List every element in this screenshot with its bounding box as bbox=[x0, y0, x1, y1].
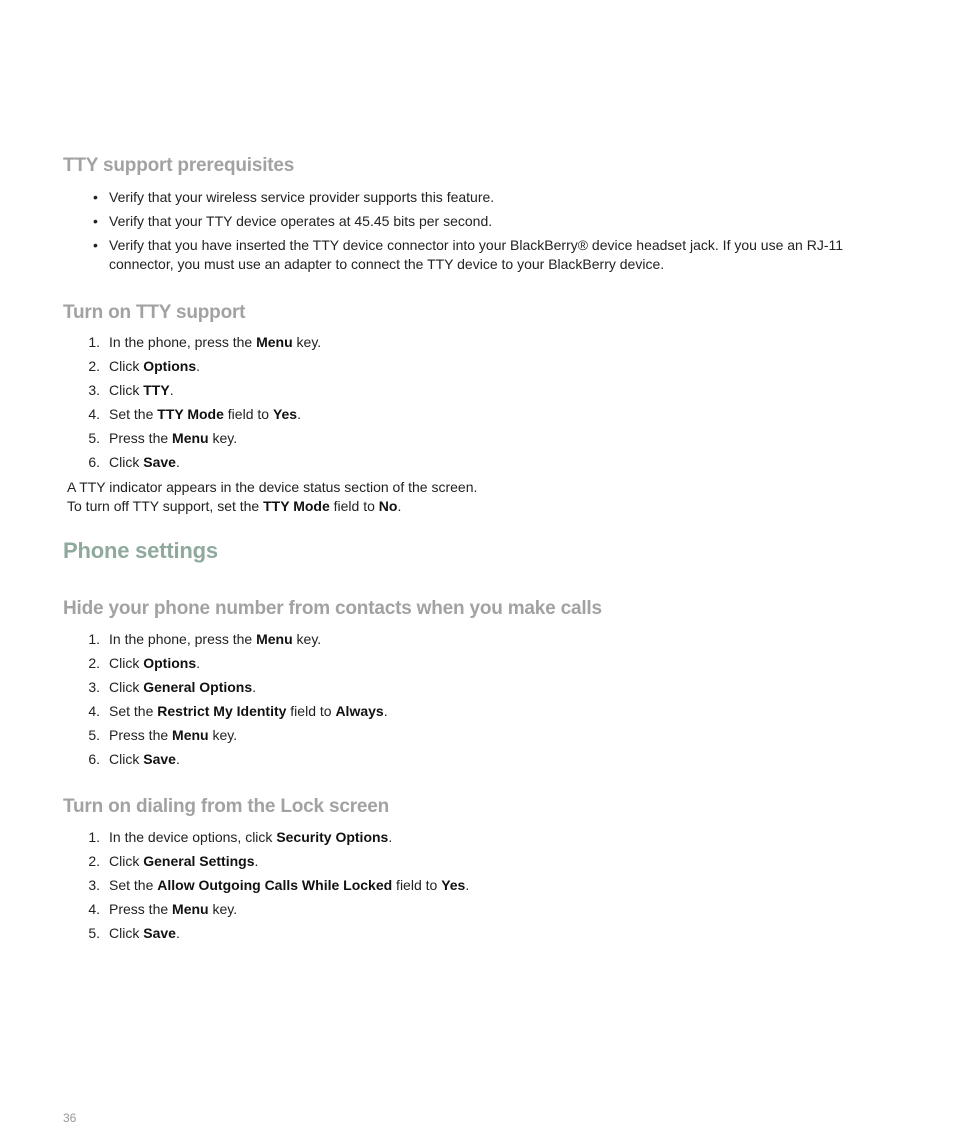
text-run: key. bbox=[208, 727, 238, 743]
bold-term: Save bbox=[143, 925, 176, 941]
bold-term: Save bbox=[143, 751, 176, 767]
text-run: field to bbox=[329, 498, 379, 514]
text-run: Set the bbox=[109, 703, 158, 719]
section-heading-lock-screen-dialing: Turn on dialing from the Lock screen bbox=[63, 796, 390, 817]
step-item bbox=[0, 453, 954, 477]
text-run: A TTY indicator appears in the device status section of the screen. bbox=[67, 479, 478, 495]
bold-term: Menu bbox=[172, 901, 209, 917]
tty-indicator-note bbox=[67, 478, 477, 497]
bold-term: Save bbox=[143, 454, 176, 470]
step-number: 5. bbox=[88, 430, 100, 446]
step-item bbox=[0, 726, 954, 750]
step-item bbox=[0, 828, 954, 852]
text-run: Verify that your wireless service provider supports this feature. bbox=[109, 189, 495, 205]
bold-term: Options bbox=[143, 358, 197, 374]
text-run: field to bbox=[392, 877, 442, 893]
bold-term: Restrict My Identity bbox=[157, 703, 287, 719]
text-run: Click bbox=[109, 751, 144, 767]
step-item bbox=[0, 924, 954, 948]
text-run: . bbox=[175, 454, 180, 470]
text-run: . bbox=[254, 853, 259, 869]
step-item bbox=[0, 630, 954, 654]
text-run: In the phone, press the bbox=[109, 631, 257, 647]
text-run: key. bbox=[292, 631, 322, 647]
step-item bbox=[0, 429, 954, 453]
text-run: In the device options, click bbox=[109, 829, 277, 845]
text-run: Press the bbox=[109, 901, 173, 917]
text-run: Click bbox=[109, 853, 144, 869]
page-number: 36 bbox=[63, 1111, 77, 1125]
bold-term: Allow Outgoing Calls While Locked bbox=[157, 877, 393, 893]
step-number: 4. bbox=[88, 703, 100, 719]
page-title-phone-settings: Phone settings bbox=[63, 538, 218, 563]
bold-term: Options bbox=[143, 655, 197, 671]
step-number: 2. bbox=[88, 358, 100, 374]
text-run: Click bbox=[109, 382, 144, 398]
bold-term: No bbox=[378, 498, 398, 514]
text-run: . bbox=[397, 498, 402, 514]
text-run: Click bbox=[109, 679, 144, 695]
text-run: . bbox=[175, 925, 180, 941]
lock-screen-dialing-steps bbox=[0, 828, 954, 948]
bold-term: Security Options bbox=[276, 829, 389, 845]
text-run: Set the bbox=[109, 877, 158, 893]
text-run: Verify that your TTY device operates at 45.45 bits per second. bbox=[109, 213, 493, 229]
step-number: 6. bbox=[88, 751, 100, 767]
list-item bbox=[0, 188, 899, 207]
section-heading-turn-on-tty: Turn on TTY support bbox=[63, 302, 246, 323]
text-run: . bbox=[465, 877, 470, 893]
step-item bbox=[0, 333, 954, 357]
step-item bbox=[0, 852, 954, 876]
tty-turn-off-note bbox=[67, 497, 401, 516]
hide-number-steps bbox=[0, 630, 954, 774]
section-heading-tty-prerequisites: TTY support prerequisites bbox=[63, 155, 295, 176]
section-heading-hide-number: Hide your phone number from contacts when you make calls bbox=[63, 598, 602, 619]
bold-term: Menu bbox=[256, 334, 293, 350]
bullet-marker: • bbox=[93, 237, 98, 253]
step-number: 2. bbox=[88, 853, 100, 869]
text-run: . bbox=[196, 358, 201, 374]
text-run: . bbox=[196, 655, 201, 671]
bold-term: Always bbox=[335, 703, 384, 719]
step-number: 3. bbox=[88, 679, 100, 695]
bold-term: General Options bbox=[143, 679, 253, 695]
bold-term: Yes bbox=[441, 877, 466, 893]
step-item bbox=[0, 750, 954, 774]
step-number: 4. bbox=[88, 406, 100, 422]
step-number: 2. bbox=[88, 655, 100, 671]
step-number: 1. bbox=[88, 334, 100, 350]
step-item bbox=[0, 654, 954, 678]
text-run: . bbox=[175, 751, 180, 767]
text-run: . bbox=[252, 679, 257, 695]
step-item bbox=[0, 405, 954, 429]
text-run: key. bbox=[208, 430, 238, 446]
step-number: 6. bbox=[88, 454, 100, 470]
text-run: key. bbox=[208, 901, 238, 917]
bold-term: Menu bbox=[172, 430, 209, 446]
step-number: 1. bbox=[88, 829, 100, 845]
text-run: . bbox=[169, 382, 174, 398]
step-number: 1. bbox=[88, 631, 100, 647]
text-run: field to bbox=[286, 703, 336, 719]
text-run: Click bbox=[109, 655, 144, 671]
text-run: . bbox=[383, 703, 388, 719]
step-number: 3. bbox=[88, 382, 100, 398]
step-item bbox=[0, 702, 954, 726]
list-item bbox=[0, 212, 899, 231]
bold-term: TTY bbox=[143, 382, 170, 398]
text-run: To turn off TTY support, set the bbox=[67, 498, 264, 514]
bullet-marker: • bbox=[93, 213, 98, 229]
step-item bbox=[0, 357, 954, 381]
bold-term: General Settings bbox=[143, 853, 255, 869]
text-run: Set the bbox=[109, 406, 158, 422]
text-run: Press the bbox=[109, 727, 173, 743]
tty-prerequisites-list bbox=[0, 188, 954, 279]
text-run: . bbox=[388, 829, 393, 845]
text-run: field to bbox=[223, 406, 273, 422]
step-item bbox=[0, 876, 954, 900]
text-run: Click bbox=[109, 925, 144, 941]
step-item bbox=[0, 381, 954, 405]
step-number: 5. bbox=[88, 727, 100, 743]
bold-term: TTY Mode bbox=[157, 406, 224, 422]
text-run: . bbox=[297, 406, 301, 422]
text-run: Click bbox=[109, 358, 144, 374]
bold-term: Yes bbox=[272, 406, 298, 422]
text-run: Verify that you have inserted the TTY device connector into your BlackBerry® device headset jack. If you use an RJ-11 connector, you must use an adapter to connect the TTY device to your BlackBerry device. bbox=[109, 237, 844, 272]
step-number: 5. bbox=[88, 925, 100, 941]
step-number: 4. bbox=[88, 901, 100, 917]
bold-term: Menu bbox=[256, 631, 293, 647]
text-run: Click bbox=[109, 454, 144, 470]
bullet-marker: • bbox=[93, 189, 98, 205]
step-item bbox=[0, 900, 954, 924]
step-item bbox=[0, 678, 954, 702]
text-run: Press the bbox=[109, 430, 173, 446]
text-run: In the phone, press the bbox=[109, 334, 257, 350]
turn-on-tty-steps bbox=[0, 333, 954, 477]
bold-term: TTY Mode bbox=[263, 498, 330, 514]
bold-term: Menu bbox=[172, 727, 209, 743]
step-number: 3. bbox=[88, 877, 100, 893]
list-item bbox=[0, 236, 899, 274]
text-run: key. bbox=[292, 334, 322, 350]
